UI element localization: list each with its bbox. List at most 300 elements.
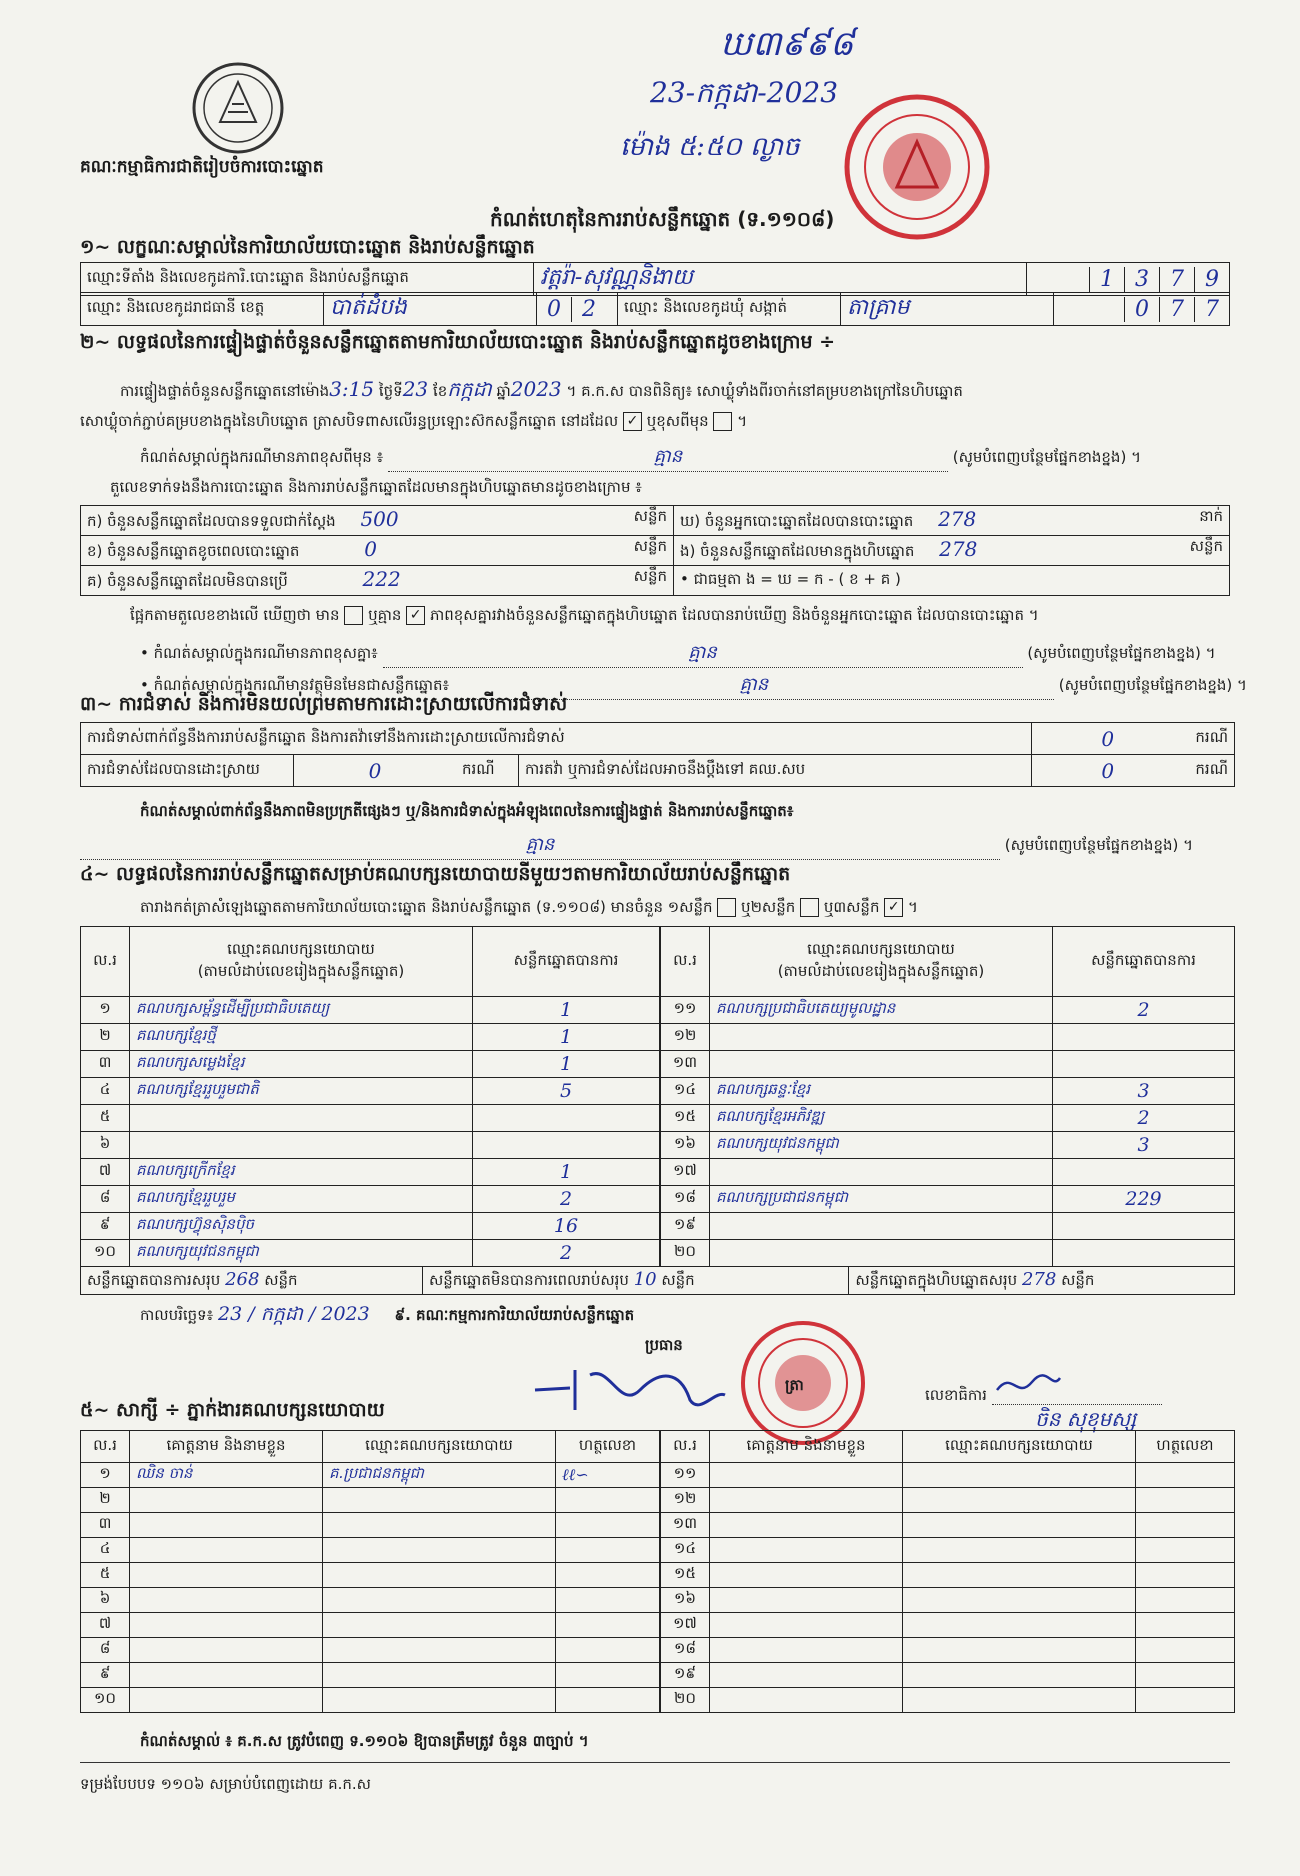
unit: សន្លឹក [264, 1270, 298, 1289]
witness-name[interactable] [710, 1613, 903, 1638]
result-row [81, 1105, 660, 1132]
total-valid [81, 1267, 423, 1295]
commune-name: តាគ្រាម [847, 295, 910, 320]
witness-row [661, 1638, 1235, 1663]
code-digit: 3 [1124, 267, 1159, 292]
witness-row [661, 1688, 1235, 1713]
different-checkbox[interactable] [713, 412, 732, 431]
diff-text: ភាពខុសគ្នារវាងចំនួនសន្លឹកឆ្នោតក្នុងហិបឆ្នោត ដែលបានរាប់ឃើញ និងចំនួនអ្នកបោះឆ្នោត ដែលបានបោះឆ្នោត ។ [429, 606, 1039, 624]
bullet-field[interactable] [383, 640, 1023, 668]
col-votes: សន្លឹកឆ្នោតបានការ [1053, 927, 1235, 997]
witness-party[interactable] [903, 1538, 1136, 1563]
fill-hint: (សូមបំពេញបន្ថែមផ្នែកខាងខ្នង) ។ [1027, 644, 1216, 662]
result-row [661, 1213, 1235, 1240]
witness-signature[interactable] [556, 1688, 660, 1713]
witness-name[interactable] [130, 1563, 323, 1588]
province-code [537, 293, 618, 326]
witness-party[interactable] [323, 1613, 556, 1638]
figures-table [80, 505, 1230, 596]
row-number: ១២ [661, 1024, 710, 1051]
same-checkbox[interactable]: ✓ [623, 412, 642, 431]
witness-signature[interactable] [1136, 1663, 1235, 1688]
witness-name[interactable] [710, 1488, 903, 1513]
hand-code: ឃ៣៩៩៨ [720, 24, 854, 64]
witness-name[interactable] [130, 1638, 323, 1663]
result-row [661, 1132, 1235, 1159]
vote-count[interactable]: 3 [1053, 1078, 1235, 1105]
hand-date: 23-កក្កដា-2023 [650, 76, 839, 109]
ngo-label: ឃ) ចំនួនអ្នកបោះឆ្នោតដែលបានបោះឆ្នោត [680, 512, 914, 530]
witness-signature[interactable] [1136, 1588, 1235, 1613]
party-name[interactable] [710, 1024, 1053, 1051]
witness-row [661, 1563, 1235, 1588]
party-name[interactable]: គណបក្សខ្មែររួបរួម [130, 1186, 473, 1213]
chair-label: ប្រធាន [645, 1336, 683, 1354]
party-name[interactable]: គណបក្សហ៊្វុនស៊ិនប៉ិច [130, 1213, 473, 1240]
result-row [81, 997, 660, 1024]
witness-name[interactable] [710, 1588, 903, 1613]
witness-name[interactable] [710, 1463, 903, 1488]
party-name[interactable]: គណបក្សខ្មែរថ្មី [130, 1024, 473, 1051]
result-row [661, 1024, 1235, 1051]
row-number: ១១ [661, 1463, 710, 1488]
diff-note-field[interactable] [388, 444, 948, 472]
col-name: គោត្តនាម និងនាមខ្លួន [710, 1431, 903, 1463]
bullet-diff [140, 640, 1216, 668]
row-ko [81, 566, 674, 596]
two-sheet-checkbox[interactable] [800, 898, 819, 917]
witness-name[interactable] [710, 1513, 903, 1538]
witness-table-right [660, 1430, 1235, 1713]
witness-signature[interactable] [556, 1488, 660, 1513]
vote-count[interactable] [1053, 1051, 1235, 1078]
witness-signature[interactable] [1136, 1463, 1235, 1488]
row-number: ២ [81, 1488, 130, 1513]
commune-value [841, 293, 1054, 326]
row-nga [674, 536, 1230, 566]
col-party-sub: (តាមលំដាប់លេខរៀងក្នុងសន្លឹកឆ្នោត) [197, 961, 405, 980]
vote-count[interactable]: 1 [473, 997, 660, 1024]
witness-party[interactable] [903, 1513, 1136, 1538]
objection-value [1031, 723, 1184, 755]
unit: សន្លឹក [633, 507, 667, 525]
code-digit: 9 [1194, 267, 1229, 292]
row-number: ១២ [661, 1488, 710, 1513]
case-unit: ករណី [456, 755, 519, 787]
vote-count[interactable] [473, 1132, 660, 1159]
row-number: ២ [81, 1024, 130, 1051]
witness-signature[interactable] [556, 1588, 660, 1613]
vote-count[interactable]: 1 [473, 1024, 660, 1051]
code-digit: 0 [1124, 297, 1159, 322]
witness-name[interactable] [130, 1663, 323, 1688]
objection-count: 0 [1101, 726, 1115, 751]
row-number: ២០ [661, 1688, 710, 1713]
total-invalid-value: 10 [633, 1268, 657, 1290]
section-2-title: ២~ លទ្ធផលនៃការផ្ទៀងផ្ទាត់ចំនួនសន្លឹកឆ្នោតតាមការិយាល័យបោះឆ្នោត និងរាប់សន្លឹកឆ្នោតដូចខាងក្រោម ÷ [80, 331, 836, 353]
official-seal-top [842, 92, 992, 242]
verify-year: 2023 [510, 377, 562, 401]
fill-hint: (សូមបំពេញបន្ថែមផ្នែកខាងខ្នង) ។ [1058, 676, 1247, 694]
witness-name[interactable] [710, 1663, 903, 1688]
unit: សន្លឹក [633, 537, 667, 555]
row-number: ១៩ [661, 1213, 710, 1240]
bullet-label: • កំណត់សម្គាល់ក្នុងករណីមានភាពខុសគ្នា៖ [140, 644, 378, 662]
vote-count[interactable]: 5 [473, 1078, 660, 1105]
secretary-line [925, 1370, 1162, 1408]
col-party [130, 927, 473, 997]
row-number: ១៥ [661, 1563, 710, 1588]
diff-note-line [140, 444, 1240, 472]
col-sign: ហត្ថលេខា [1136, 1431, 1235, 1463]
witness-row [81, 1563, 660, 1588]
vote-count[interactable] [1053, 1213, 1235, 1240]
seal-label: ត្រា [785, 1376, 804, 1394]
code-digit: 0 [547, 296, 561, 322]
appeal-label: ការតវ៉ា ឬការជំទាស់ដែលអាចនឹងប្តឹងទៅ គឈ.សប [519, 755, 1032, 787]
witness-party[interactable] [903, 1688, 1136, 1713]
party-name[interactable]: គណបក្សយុវជនកម្ពុជា [710, 1132, 1053, 1159]
verify-text: ការផ្ទៀងផ្ទាត់ចំនួនសន្លឹកឆ្នោតនៅម៉ោង [120, 382, 330, 400]
total-box-label: សន្លឹកឆ្នោតក្នុងហិបឆ្នោតសរុប [855, 1270, 1018, 1289]
appeal-value [1031, 755, 1184, 787]
witness-signature[interactable] [1136, 1638, 1235, 1663]
vote-count[interactable]: 2 [473, 1240, 660, 1267]
resolved-value [294, 755, 457, 787]
result-row [81, 1240, 660, 1267]
party-name[interactable] [130, 1105, 473, 1132]
date-value: 23 / កក្កដា / 2023 [218, 1303, 370, 1325]
ko-value: 222 [362, 567, 401, 591]
witness-signature[interactable] [556, 1663, 660, 1688]
witness-name[interactable]: ឈិន ចាន់ [130, 1463, 323, 1488]
result-row [81, 1024, 660, 1051]
witness-party[interactable] [903, 1488, 1136, 1513]
verify-day: 23 [402, 377, 429, 401]
section-4-title: ៤~ លទ្ធផលនៃការរាប់សន្លឹកឆ្នោតសម្រាប់គណបក្សនយោបាយនីមួយៗតាមការិយាល័យរាប់សន្លឹកឆ្នោត [80, 863, 791, 885]
row-number: ២០ [661, 1240, 710, 1267]
section-1-title: ១~ លក្ខណៈសម្គាល់នៃការិយាល័យបោះឆ្នោត និងរាប់សន្លឹកឆ្នោត [80, 236, 535, 258]
result-row [81, 1078, 660, 1105]
irregularity-field[interactable] [80, 832, 1000, 860]
row-number: ១៨ [661, 1638, 710, 1663]
witness-party[interactable] [323, 1563, 556, 1588]
ka-value: 500 [360, 507, 399, 531]
nga-value: 278 [939, 537, 978, 561]
vote-count[interactable]: 2 [1053, 997, 1235, 1024]
row-number: ១០ [81, 1688, 130, 1713]
vote-count[interactable]: 3 [1053, 1132, 1235, 1159]
party-name[interactable]: គណបក្សខ្មែររួបរួមជាតិ [130, 1078, 473, 1105]
witness-row [81, 1538, 660, 1563]
vote-count[interactable]: 2 [473, 1186, 660, 1213]
one-sheet-checkbox[interactable] [717, 898, 736, 917]
total-box-value: 278 [1021, 1268, 1057, 1290]
witness-party[interactable] [903, 1663, 1136, 1688]
party-name[interactable] [710, 1240, 1053, 1267]
form-note: កំណត់សម្គាល់ ៖ គ.ក.ស ត្រូវបំពេញ ទ.១១០៦ ឱ្យបានត្រឹមត្រូវ ចំនួន ៣ច្បាប់ ។ [140, 1732, 589, 1750]
unit: នាក់ [1199, 507, 1223, 525]
verify-text: ឬខុសពីមុន [646, 412, 709, 430]
witness-party[interactable] [323, 1688, 556, 1713]
witness-party[interactable] [903, 1463, 1136, 1488]
hand-none: គ្មាន [653, 446, 683, 467]
station-code [1027, 263, 1230, 296]
vote-count[interactable]: 229 [1053, 1186, 1235, 1213]
hand-time: ម៉ោង ៥:៥០ ល្ងាច [620, 132, 800, 162]
witness-signature[interactable] [556, 1538, 660, 1563]
code-digit: 7 [1194, 297, 1229, 322]
col-party [710, 927, 1053, 997]
verify-text: សោឃ្លុំចាក់ភ្ជាប់គម្របខាងក្នុងនៃហិបឆ្នោត ត្រាសបិទពាសលើរន្ធប្រឡោះស៊កសន្លឹកឆ្នោត នៅដដែល [80, 412, 619, 430]
witness-row [661, 1613, 1235, 1638]
witness-row [81, 1488, 660, 1513]
party-name[interactable]: គណបក្សប្រជាធិបតេយ្យមូលដ្ឋាន [710, 997, 1053, 1024]
row-number: ៣ [81, 1513, 130, 1538]
form-footer: ទម្រង់បែបបទ ១១០៦ សម្រាប់បំពេញដោយ គ.ក.ស [80, 1775, 371, 1793]
witness-party[interactable] [323, 1638, 556, 1663]
col-sign: ហត្ថលេខា [556, 1431, 660, 1463]
vote-count[interactable] [1053, 1159, 1235, 1186]
sheet-count-text: តារាងកត់ត្រាសំឡេងឆ្នោតតាមការិយាល័យបោះឆ្នោត និងរាប់សន្លឹកឆ្នោត (ទ.១១០៨) មានចំនួន ១សន្លឹក [140, 898, 713, 916]
row-number: ៧ [81, 1159, 130, 1186]
witness-name[interactable] [130, 1588, 323, 1613]
diff-text: ផ្អែកតាមតួលេខខាងលើ ឃើញថា មាន [130, 606, 340, 624]
witness-name[interactable] [710, 1538, 903, 1563]
result-row [661, 1159, 1235, 1186]
party-name[interactable] [710, 1213, 1053, 1240]
ka-label: ក) ចំនួនសន្លឹកឆ្នោតដែលបានទទួលជាក់ស្តែង [87, 512, 336, 530]
witness-name[interactable] [130, 1688, 323, 1713]
witness-name[interactable] [130, 1538, 323, 1563]
row-number: ១១ [661, 997, 710, 1024]
row-number: ១៣ [661, 1051, 710, 1078]
party-name[interactable] [130, 1132, 473, 1159]
col-party: ឈ្មោះគណបក្សនយោបាយ [903, 1431, 1136, 1463]
vote-count[interactable] [1053, 1024, 1235, 1051]
col-party-title: ឈ្មោះគណបក្សនយោបាយ [227, 939, 375, 958]
vote-count[interactable] [1053, 1240, 1235, 1267]
section-1-table-row2 [80, 292, 1230, 326]
unit: សន្លឹក [661, 1270, 695, 1289]
witness-signature[interactable] [556, 1513, 660, 1538]
witness-party[interactable] [903, 1613, 1136, 1638]
station-label: ឈ្មោះទីតាំង និងលេខកូដការិ.បោះឆ្នោត និងរាប់សន្លឹកឆ្នោត [81, 263, 534, 296]
station-name: វត្តរ៉ា-សុវណ្ណនិងាយ [540, 265, 693, 290]
witness-name[interactable] [710, 1563, 903, 1588]
org-name: គណៈកម្មាធិការជាតិរៀបចំការបោះឆ្នោត [80, 157, 324, 177]
bullet-label: • កំណត់សម្គាល់ក្នុងករណីមានវត្ថុមិនមែនជាសន្លឹកឆ្នោត៖ [140, 676, 450, 694]
vote-count[interactable]: 1 [473, 1159, 660, 1186]
witness-row [661, 1663, 1235, 1688]
code-digit: 1 [1089, 267, 1124, 292]
sheet-count-text: ឬ២សន្លឹក [741, 898, 796, 916]
appeal-count: 0 [1101, 758, 1115, 783]
commune-code [1054, 293, 1230, 326]
kha-value: 0 [364, 537, 377, 561]
row-number: ៦ [81, 1588, 130, 1613]
witness-signature[interactable] [1136, 1563, 1235, 1588]
witness-row [661, 1538, 1235, 1563]
party-name[interactable]: គណបក្សប្រជាជនកម្ពុជា [710, 1186, 1053, 1213]
witness-signature[interactable] [1136, 1538, 1235, 1563]
vote-count[interactable]: 2 [1053, 1105, 1235, 1132]
total-box [849, 1267, 1235, 1295]
nga-label: ង) ចំនួនសន្លឹកឆ្នោតដែលមានក្នុងហិបឆ្នោត [680, 542, 915, 560]
row-number: ៦ [81, 1132, 130, 1159]
has-diff-checkbox[interactable] [344, 606, 363, 625]
result-row [661, 1186, 1235, 1213]
secretary-signature[interactable] [992, 1370, 1162, 1405]
commune-label: ឈ្មោះ និងលេខកូដឃុំ សង្កាត់ [618, 293, 841, 326]
result-row [81, 1051, 660, 1078]
committee-label: ៩. គណៈកម្មការការិយាល័យរាប់សន្លឹកឆ្នោត [394, 1306, 635, 1324]
case-unit: ករណី [1184, 755, 1235, 787]
fill-hint: (សូមបំពេញបន្ថែមផ្នែកខាងខ្នង) ។ [952, 448, 1141, 466]
witness-signature[interactable] [556, 1638, 660, 1663]
sheet-count-line: តារាងកត់ត្រាសំឡេងឆ្នោតតាមការិយាល័យបោះឆ្នោត និងរាប់សន្លឹកឆ្នោត (ទ.១១០៨) មានចំនួន ១សន្លឹក ឬ២សន្លឹក ឬ៣សន្លឹក ✓ ។ [140, 898, 918, 916]
row-ngo [674, 506, 1230, 536]
result-row [661, 1105, 1235, 1132]
row-number: ៩ [81, 1663, 130, 1688]
objection-table [80, 722, 1235, 787]
row-number: ៤ [81, 1538, 130, 1563]
row-number: ១៤ [661, 1538, 710, 1563]
unit: សន្លឹក [633, 567, 667, 585]
party-name[interactable] [710, 1051, 1053, 1078]
row-number: ១៨ [661, 1186, 710, 1213]
vote-count[interactable]: 1 [473, 1051, 660, 1078]
witness-party[interactable] [323, 1663, 556, 1688]
witness-party[interactable] [323, 1588, 556, 1613]
party-name[interactable] [710, 1159, 1053, 1186]
province-value [324, 293, 537, 326]
row-number: ១៦ [661, 1132, 710, 1159]
hand-none: គ្មាន [525, 834, 555, 855]
verify-line-1 [120, 376, 963, 406]
witness-party[interactable] [323, 1538, 556, 1563]
witness-name[interactable] [710, 1638, 903, 1663]
result-row [661, 1078, 1235, 1105]
witness-signature[interactable] [1136, 1688, 1235, 1713]
witness-party[interactable] [323, 1513, 556, 1538]
row-number: ១៥ [661, 1105, 710, 1132]
col-party-sub: (តាមលំដាប់លេខរៀងក្នុងសន្លឹកឆ្នោត) [777, 961, 985, 980]
col-party: ឈ្មោះគណបក្សនយោបាយ [323, 1431, 556, 1463]
witness-party[interactable] [323, 1488, 556, 1513]
resolved-count: 0 [368, 758, 382, 783]
three-sheet-checkbox[interactable]: ✓ [884, 898, 903, 917]
verify-line-2: សោឃ្លុំចាក់ភ្ជាប់គម្របខាងក្នុងនៃហិបឆ្នោត ត្រាសបិទពាសលើរន្ធប្រឡោះស៊កសន្លឹកឆ្នោត នៅដដែល ✓ ឬខុសពីមុន ។ [80, 412, 748, 430]
code-digit: 7 [1159, 297, 1194, 322]
irregularity-note: កំណត់សម្គាល់ពាក់ព័ន្ធនឹងភាពមិនប្រក្រតីផ្សេងៗ ឬ/និងការជំទាស់ក្នុងអំឡុងពេលនៃការផ្ទៀងផ្ទាត់ និងការរាប់សន្លឹកឆ្នោត៖ [140, 802, 794, 820]
resolved-label: ការជំទាស់ដែលបានដោះស្រាយ [81, 755, 294, 787]
party-name[interactable]: គណបក្សសម្លេងខ្មែរ [130, 1051, 473, 1078]
witness-row [661, 1588, 1235, 1613]
col-name: គោត្តនាម និងនាមខ្លួន [130, 1431, 323, 1463]
witness-signature[interactable]: ℓℓ∽ [556, 1463, 660, 1488]
witness-signature[interactable] [556, 1563, 660, 1588]
witness-party[interactable] [903, 1563, 1136, 1588]
secretary-name: ចិន សុខុមស្ស [1035, 1407, 1137, 1431]
witness-signature[interactable] [556, 1613, 660, 1638]
row-number: ១៧ [661, 1613, 710, 1638]
witness-name[interactable] [130, 1513, 323, 1538]
row-number: ៧ [81, 1613, 130, 1638]
irregularity-line [80, 832, 1193, 860]
results-table-right [660, 926, 1235, 1267]
witness-row [81, 1463, 660, 1488]
province-label: ឈ្មោះ និងលេខកូដរាជធានី ខេត្ត [81, 293, 324, 326]
witness-party[interactable] [903, 1638, 1136, 1663]
witness-party[interactable]: គ.ប្រជាជនកម្ពុជា [323, 1463, 556, 1488]
witness-signature[interactable] [1136, 1513, 1235, 1538]
diff-text: ឬគ្មាន [368, 606, 402, 624]
row-number: ៥ [81, 1105, 130, 1132]
province-name: បាត់ដំបង [330, 295, 407, 320]
figures-intro: តួលេខទាក់ទងនឹងការបោះឆ្នោត និងការរាប់សន្លឹកឆ្នោតដែលមានក្នុងហិបឆ្នោតមានដូចខាងក្រោម ៖ [110, 478, 642, 496]
witness-signature[interactable] [1136, 1613, 1235, 1638]
no-diff-checkbox[interactable]: ✓ [406, 606, 425, 625]
row-number: ៣ [81, 1051, 130, 1078]
party-name[interactable]: គណបក្សសម្ព័ន្ធដើម្បីប្រជាធិបតេយ្យ [130, 997, 473, 1024]
witness-signature[interactable] [1136, 1488, 1235, 1513]
verify-time: 3:15 [329, 377, 375, 401]
footer-rule [80, 1762, 1230, 1763]
party-name[interactable]: គណបក្សខ្មែរអភិវឌ្ឍ [710, 1105, 1053, 1132]
code-digit: 2 [571, 297, 606, 322]
witness-party[interactable] [903, 1588, 1136, 1613]
diff-line [130, 606, 1039, 628]
row-number: ១៧ [661, 1159, 710, 1186]
unit: សន្លឹក [1061, 1270, 1095, 1289]
witness-name[interactable] [130, 1613, 323, 1638]
formula: • ជាធម្មតា ង = ឃ = ក - ( ខ + គ ) [674, 566, 1230, 596]
witness-name[interactable] [130, 1488, 323, 1513]
row-number: ១៦ [661, 1588, 710, 1613]
vote-count[interactable] [473, 1105, 660, 1132]
diff-note-label: កំណត់សម្គាល់ក្នុងករណីមានភាពខុសពីមុន ៖ [140, 448, 384, 466]
witness-row [81, 1688, 660, 1713]
total-invalid [422, 1267, 848, 1295]
witness-name[interactable] [710, 1688, 903, 1713]
witness-row [661, 1463, 1235, 1488]
witness-row [661, 1513, 1235, 1538]
verify-month: កក្កដា [447, 377, 492, 401]
ngo-value: 278 [938, 507, 977, 531]
result-row [661, 1051, 1235, 1078]
row-ka [81, 506, 674, 536]
party-name[interactable]: គណបក្សយុវជនកម្ពុជា [130, 1240, 473, 1267]
row-number: ១ [81, 997, 130, 1024]
party-name[interactable]: គណបក្សឆន្ទៈខ្មែរ [710, 1078, 1053, 1105]
row-number: ៨ [81, 1186, 130, 1213]
result-row [81, 1159, 660, 1186]
col-no: ល.រ [661, 927, 710, 997]
row-number: ១០ [81, 1240, 130, 1267]
vote-count[interactable]: 16 [473, 1213, 660, 1240]
witness-table-left [80, 1430, 660, 1713]
witness-row [661, 1488, 1235, 1513]
col-votes: សន្លឹកឆ្នោតបានការ [473, 927, 660, 997]
row-number: ១៣ [661, 1513, 710, 1538]
col-no: ល.រ [81, 927, 130, 997]
section-5-title: ៥~ សាក្សី ÷ ភ្នាក់ងារគណបក្សនយោបាយ [80, 1399, 385, 1421]
row-number: ៥ [81, 1563, 130, 1588]
row-number: ៨ [81, 1638, 130, 1663]
party-name[interactable]: គណបក្សក្រើកខ្មែរ [130, 1159, 473, 1186]
witness-row [81, 1513, 660, 1538]
